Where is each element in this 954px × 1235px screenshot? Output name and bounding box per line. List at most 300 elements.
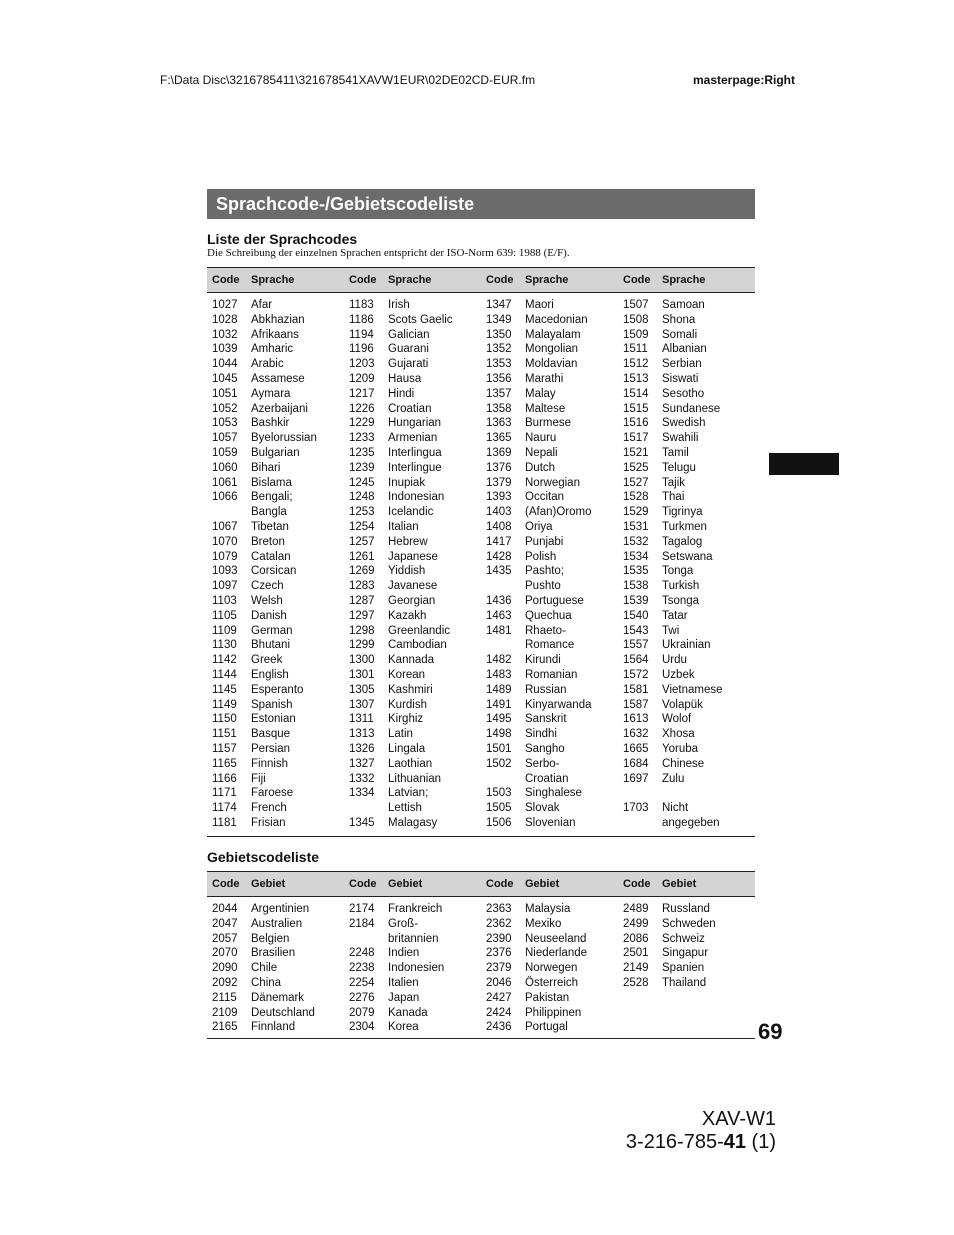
code-cell: 1287 <box>349 594 375 607</box>
code-cell: 1393 <box>486 491 512 504</box>
language-cell: Burmese <box>525 417 572 430</box>
code-cell: 1313 <box>349 728 375 741</box>
code-cell: 1531 <box>623 520 649 533</box>
language-cell: Twi <box>662 624 680 637</box>
code-cell: 1045 <box>212 372 238 385</box>
region-cell: Mexiko <box>525 917 562 930</box>
language-cell: Afar <box>251 299 273 311</box>
language-cell: Hausa <box>388 372 422 385</box>
code-cell: 1194 <box>349 328 374 341</box>
code-cell: 1174 <box>212 802 237 815</box>
code-cell: 1632 <box>623 728 649 741</box>
language-cell: Tagalog <box>662 535 703 548</box>
language-cell: Tonga <box>662 565 694 578</box>
table-column <box>344 298 481 831</box>
language-cell: Ukrainian <box>662 639 711 652</box>
code-cell: 1358 <box>486 402 512 415</box>
language-cell: Macedonian <box>525 313 588 326</box>
code-cell: 2057 <box>212 932 238 945</box>
code-cell: 1357 <box>486 387 512 400</box>
language-cell: Armenian <box>388 432 438 445</box>
language-cell: Swahili <box>662 432 699 445</box>
language-cell: Lingala <box>388 742 426 755</box>
language-cell: Hungarian <box>388 417 442 430</box>
header-region: Gebiet <box>662 878 697 890</box>
code-cell: 2489 <box>623 903 649 915</box>
language-cell: Faroese <box>251 787 294 800</box>
code-cell: 1326 <box>349 742 375 755</box>
language-cell: Sangho <box>525 742 565 755</box>
code-cell: 1581 <box>623 683 649 696</box>
code-cell: 1298 <box>349 624 375 637</box>
region-cell: China <box>251 976 282 989</box>
language-cell: Abkhazian <box>251 313 305 326</box>
language-cell: Irish <box>388 299 410 311</box>
language-cell: Siswati <box>662 372 699 385</box>
language-list-title: Liste der Sprachcodes <box>207 231 358 247</box>
code-cell: 1527 <box>623 476 649 489</box>
language-cell: Vietnamese <box>662 683 723 696</box>
region-cell: Indonesien <box>388 962 445 975</box>
region-cell: Norwegen <box>525 962 578 975</box>
language-cell: Javanese <box>388 580 438 593</box>
region-cell: Finnland <box>251 1021 296 1034</box>
code-cell: 1269 <box>349 565 375 578</box>
code-cell: 1503 <box>486 787 512 800</box>
language-cell: Malagasy <box>388 816 438 829</box>
language-cell: Uzbek <box>662 668 695 681</box>
header-region: Gebiet <box>251 878 286 890</box>
language-cell: German <box>251 624 293 637</box>
code-cell: 1044 <box>212 358 238 371</box>
code-column <box>618 902 662 1035</box>
region-column <box>525 902 618 1035</box>
code-cell: 1665 <box>623 742 649 755</box>
code-cell: 2184 <box>349 917 375 930</box>
code-column <box>481 902 525 1035</box>
language-code-table <box>207 267 755 837</box>
language-cell: Lithuanian <box>388 772 442 785</box>
code-cell: 1052 <box>212 402 238 415</box>
code-cell: 2528 <box>623 976 649 989</box>
language-cell: English <box>251 668 289 681</box>
region-cell: Kanada <box>388 1006 428 1019</box>
language-cell: Nepali <box>525 446 558 459</box>
language-column <box>388 298 481 831</box>
language-cell: Pashto; <box>525 565 564 578</box>
language-cell: Danish <box>251 609 287 622</box>
code-cell: 1307 <box>349 698 375 711</box>
language-cell: Albanian <box>662 343 707 356</box>
code-cell: 1517 <box>623 432 649 445</box>
language-cell: Breton <box>251 535 285 548</box>
language-table-body <box>207 293 755 836</box>
code-cell: 1356 <box>486 372 512 385</box>
table-column <box>481 902 618 1035</box>
region-column <box>662 902 755 1035</box>
code-cell: 1501 <box>486 742 512 755</box>
language-cell: Yoruba <box>662 742 699 755</box>
code-cell: 1027 <box>212 299 238 311</box>
part-number-bold: 41 <box>723 1131 746 1153</box>
code-cell: 1540 <box>623 609 649 622</box>
language-cell: Bislama <box>251 476 292 489</box>
code-cell: 1512 <box>623 358 649 371</box>
code-cell: 1149 <box>212 698 237 711</box>
language-cell: Corsican <box>251 565 297 578</box>
region-cell: Japan <box>388 991 420 1004</box>
language-cell: Esperanto <box>251 683 304 696</box>
model-info <box>626 1108 776 1154</box>
language-cell: Mongolian <box>525 343 579 356</box>
code-cell: 1513 <box>623 372 649 385</box>
language-cell: (Afan)Oromo <box>525 506 592 519</box>
language-table-header <box>207 267 755 293</box>
code-cell: 1557 <box>623 639 649 652</box>
language-cell: Kannada <box>388 654 435 667</box>
code-cell: 1491 <box>486 698 512 711</box>
code-cell: 2363 <box>486 903 512 915</box>
code-cell: 1529 <box>623 506 649 519</box>
region-cell: Singapur <box>662 947 709 960</box>
language-cell: Xhosa <box>662 728 695 741</box>
region-cell: Argentinien <box>251 903 310 915</box>
code-cell: 1363 <box>486 417 512 430</box>
model-name: XAV-W1 <box>701 1108 776 1130</box>
region-table-header <box>207 871 755 897</box>
code-cell: 2376 <box>486 947 512 960</box>
language-cell: Guarani <box>388 343 429 356</box>
code-cell: 1209 <box>349 372 375 385</box>
code-cell: 2090 <box>212 962 238 975</box>
code-cell: 2044 <box>212 903 238 915</box>
region-cell: Korea <box>388 1021 419 1034</box>
region-cell: Indien <box>388 947 420 960</box>
language-cell: Maltese <box>525 402 566 415</box>
region-cell: Portugal <box>525 1021 568 1034</box>
code-cell: 1254 <box>349 520 375 533</box>
code-cell: 1305 <box>349 683 375 696</box>
language-cell: Nauru <box>525 432 557 445</box>
region-cell: Groß- <box>388 917 419 930</box>
language-cell: Wolof <box>662 713 692 726</box>
code-cell: 1229 <box>349 417 375 430</box>
code-cell: 1105 <box>212 609 237 622</box>
language-cell: Volapük <box>662 698 703 711</box>
code-cell: 1097 <box>212 580 238 593</box>
language-cell: Byelorussian <box>251 432 317 445</box>
code-cell: 1067 <box>212 520 238 533</box>
code-cell: 2149 <box>623 962 649 975</box>
code-cell: 1300 <box>349 654 375 667</box>
header-code: Code <box>486 878 514 890</box>
language-cell: Zulu <box>662 772 685 785</box>
header-code: Code <box>623 274 651 286</box>
code-cell: 1327 <box>349 757 375 770</box>
language-cell: Malayalam <box>525 328 581 341</box>
code-cell: 2086 <box>623 932 649 945</box>
language-cell: Telugu <box>662 461 696 474</box>
code-cell: 2304 <box>349 1021 375 1034</box>
code-cell: 1032 <box>212 328 238 341</box>
code-cell: 1365 <box>486 432 512 445</box>
language-cell: Catalan <box>251 550 291 563</box>
language-cell: Singhalese <box>525 787 582 800</box>
language-cell: Greek <box>251 654 283 667</box>
code-cell: 1166 <box>212 772 237 785</box>
language-cell: Polish <box>525 550 557 563</box>
code-cell: 1217 <box>349 387 375 400</box>
code-cell: 1572 <box>623 668 649 681</box>
language-cell: Serbo- <box>525 757 560 770</box>
language-cell: Latin <box>388 728 413 741</box>
header-region: Gebiet <box>388 878 423 890</box>
region-cell: Philippinen <box>525 1006 582 1019</box>
code-cell: 1353 <box>486 358 512 371</box>
language-cell: Kurdish <box>388 698 427 711</box>
code-cell: 2379 <box>486 962 512 975</box>
code-cell: 1186 <box>349 313 374 326</box>
code-cell: 1408 <box>486 520 512 533</box>
code-cell: 2115 <box>212 991 237 1004</box>
language-cell: Japanese <box>388 550 438 563</box>
language-cell: Yiddish <box>388 565 426 578</box>
language-cell: Sanskrit <box>525 713 567 726</box>
code-cell: 1233 <box>349 432 375 445</box>
region-cell: Österreich <box>525 976 579 989</box>
code-cell: 1495 <box>486 713 512 726</box>
language-cell: Interlingue <box>388 461 442 474</box>
language-cell: Swedish <box>662 417 706 430</box>
table-column <box>344 902 481 1035</box>
code-cell: 1157 <box>212 742 237 755</box>
code-cell: 1239 <box>349 461 375 474</box>
language-cell: angegeben <box>662 816 720 829</box>
code-cell: 1334 <box>349 787 375 800</box>
code-cell: 1505 <box>486 802 512 815</box>
language-cell: Sesotho <box>662 387 705 400</box>
language-cell: Croatian <box>525 772 569 785</box>
language-cell: Latvian; <box>388 787 429 800</box>
code-cell: 1502 <box>486 757 512 770</box>
language-cell: Kirghiz <box>388 713 424 726</box>
code-cell: 1481 <box>486 624 512 637</box>
code-cell: 1151 <box>212 728 237 741</box>
language-cell: Scots Gaelic <box>388 313 453 326</box>
code-cell <box>486 579 525 594</box>
language-cell: Thai <box>662 491 685 504</box>
code-cell: 1109 <box>212 624 237 637</box>
language-cell: Tigrinya <box>662 506 703 519</box>
code-cell: 1165 <box>212 757 237 770</box>
code-cell: 1350 <box>486 328 512 341</box>
language-cell: Occitan <box>525 491 564 504</box>
page-bottom-rule <box>207 1038 755 1039</box>
language-cell: Bengali; <box>251 491 293 504</box>
code-cell: 1508 <box>623 313 649 326</box>
code-cell: 1150 <box>212 713 237 726</box>
code-cell <box>212 505 251 520</box>
language-cell: Turkish <box>662 580 700 593</box>
region-cell: Chile <box>251 962 278 975</box>
code-cell: 1564 <box>623 654 649 667</box>
code-cell: 1057 <box>212 432 238 445</box>
language-cell: Chinese <box>662 757 705 770</box>
language-cell: Fiji <box>251 772 266 785</box>
code-cell: 1245 <box>349 476 375 489</box>
language-column <box>251 298 344 831</box>
code-cell: 2238 <box>349 962 375 975</box>
language-cell: Tajik <box>662 476 686 489</box>
code-cell: 1311 <box>349 713 374 726</box>
code-cell: 2427 <box>486 991 512 1004</box>
language-cell: Setswana <box>662 550 713 563</box>
code-column <box>344 298 388 831</box>
code-cell: 1226 <box>349 402 375 415</box>
language-cell: Dutch <box>525 461 556 474</box>
code-cell: 1703 <box>623 802 649 815</box>
code-cell <box>349 801 388 816</box>
language-cell: Slovenian <box>525 816 576 829</box>
code-cell: 1587 <box>623 698 649 711</box>
code-cell: 1482 <box>486 654 512 667</box>
header-code: Code <box>212 274 240 286</box>
region-cell: Pakistan <box>525 991 570 1004</box>
code-cell: 1103 <box>212 594 237 607</box>
region-cell: Deutschland <box>251 1006 315 1019</box>
language-cell: Moldavian <box>525 358 578 371</box>
language-cell: Kinyarwanda <box>525 698 592 711</box>
language-cell: Hebrew <box>388 535 428 548</box>
language-cell: Sindhi <box>525 728 557 741</box>
language-cell: Persian <box>251 742 290 755</box>
region-cell: Schweden <box>662 917 716 930</box>
code-cell: 2165 <box>212 1021 238 1034</box>
language-cell: Quechua <box>525 609 572 622</box>
code-cell: 1345 <box>349 816 375 829</box>
code-cell: 1463 <box>486 609 512 622</box>
language-cell: Sundanese <box>662 402 721 415</box>
code-cell: 1697 <box>623 772 649 785</box>
language-cell: Somali <box>662 328 698 341</box>
code-cell: 1070 <box>212 535 238 548</box>
table-column <box>207 298 344 831</box>
language-cell: Welsh <box>251 594 283 607</box>
code-cell: 1511 <box>623 343 648 356</box>
language-cell: Maori <box>525 299 554 311</box>
language-column <box>662 298 755 831</box>
code-cell: 1534 <box>623 550 649 563</box>
language-cell: Czech <box>251 580 284 593</box>
language-cell: Basque <box>251 728 291 741</box>
language-cell: Croatian <box>388 402 432 415</box>
code-cell: 2046 <box>486 976 512 989</box>
region-cell: Italien <box>388 976 419 989</box>
code-cell: 1507 <box>623 299 649 311</box>
code-column <box>481 298 525 831</box>
language-cell: Portuguese <box>525 594 584 607</box>
language-cell: Frisian <box>251 816 286 829</box>
code-cell: 1489 <box>486 683 512 696</box>
code-column <box>207 902 251 1035</box>
language-cell: Estonian <box>251 713 296 726</box>
code-cell: 1332 <box>349 772 375 785</box>
code-cell: 1514 <box>623 387 649 400</box>
code-cell <box>486 772 525 787</box>
code-cell: 2109 <box>212 1006 238 1019</box>
code-cell: 1145 <box>212 683 237 696</box>
language-cell <box>662 786 755 801</box>
code-cell: 1130 <box>212 639 237 652</box>
region-cell: Niederlande <box>525 947 588 960</box>
language-cell: Tsonga <box>662 594 700 607</box>
language-cell: Marathi <box>525 372 564 385</box>
region-column <box>251 902 344 1035</box>
language-cell: Kirundi <box>525 654 561 667</box>
code-cell: 1183 <box>349 299 374 311</box>
language-cell: Laothian <box>388 757 433 770</box>
code-cell: 1203 <box>349 358 375 371</box>
code-cell: 1428 <box>486 550 512 563</box>
code-cell: 1532 <box>623 535 649 548</box>
chapter-tab-marker <box>769 453 839 475</box>
language-cell: Oriya <box>525 520 553 533</box>
page-number: 69 <box>758 1019 783 1044</box>
language-cell: Italian <box>388 520 419 533</box>
region-cell: Spanien <box>662 962 705 975</box>
code-cell: 1498 <box>486 728 512 741</box>
code-cell: 1297 <box>349 609 375 622</box>
language-cell: Bulgarian <box>251 446 300 459</box>
header-code: Code <box>486 274 514 286</box>
header-code: Code <box>623 878 651 890</box>
code-cell: 1261 <box>349 550 375 563</box>
code-column <box>344 902 388 1035</box>
code-cell: 1053 <box>212 417 238 430</box>
code-cell: 1347 <box>486 299 512 311</box>
code-cell: 1379 <box>486 476 512 489</box>
language-cell: Indonesian <box>388 491 445 504</box>
code-cell: 1061 <box>212 476 238 489</box>
language-cell: Galician <box>388 328 430 341</box>
code-cell <box>486 638 525 653</box>
code-cell: 1257 <box>349 535 375 548</box>
region-cell: Malaysia <box>525 903 571 915</box>
code-cell: 1483 <box>486 668 512 681</box>
language-cell: Bangla <box>251 506 287 519</box>
language-cell: Pushto <box>525 580 561 593</box>
header-language: Sprache <box>251 274 295 286</box>
code-cell: 1299 <box>349 639 375 652</box>
language-cell: Tatar <box>662 609 688 622</box>
code-cell: 1436 <box>486 594 512 607</box>
code-cell: 1093 <box>212 565 238 578</box>
code-cell: 1349 <box>486 313 512 326</box>
region-cell: Frankreich <box>388 903 443 915</box>
code-cell <box>349 932 388 947</box>
language-cell: Finnish <box>251 757 289 770</box>
language-cell: Georgian <box>388 594 436 607</box>
table-column <box>618 902 755 1035</box>
table-column <box>481 298 618 831</box>
file-path: F:\Data Disc\3216785411\321678541XAVW1EUR\02DE02CD-EUR.fm <box>160 73 536 87</box>
code-cell: 2174 <box>349 903 375 915</box>
language-cell: Turkmen <box>662 520 707 533</box>
code-cell: 1509 <box>623 328 649 341</box>
region-cell: Dänemark <box>251 991 305 1004</box>
language-cell: Rhaeto- <box>525 624 566 637</box>
code-cell: 1521 <box>623 446 649 459</box>
